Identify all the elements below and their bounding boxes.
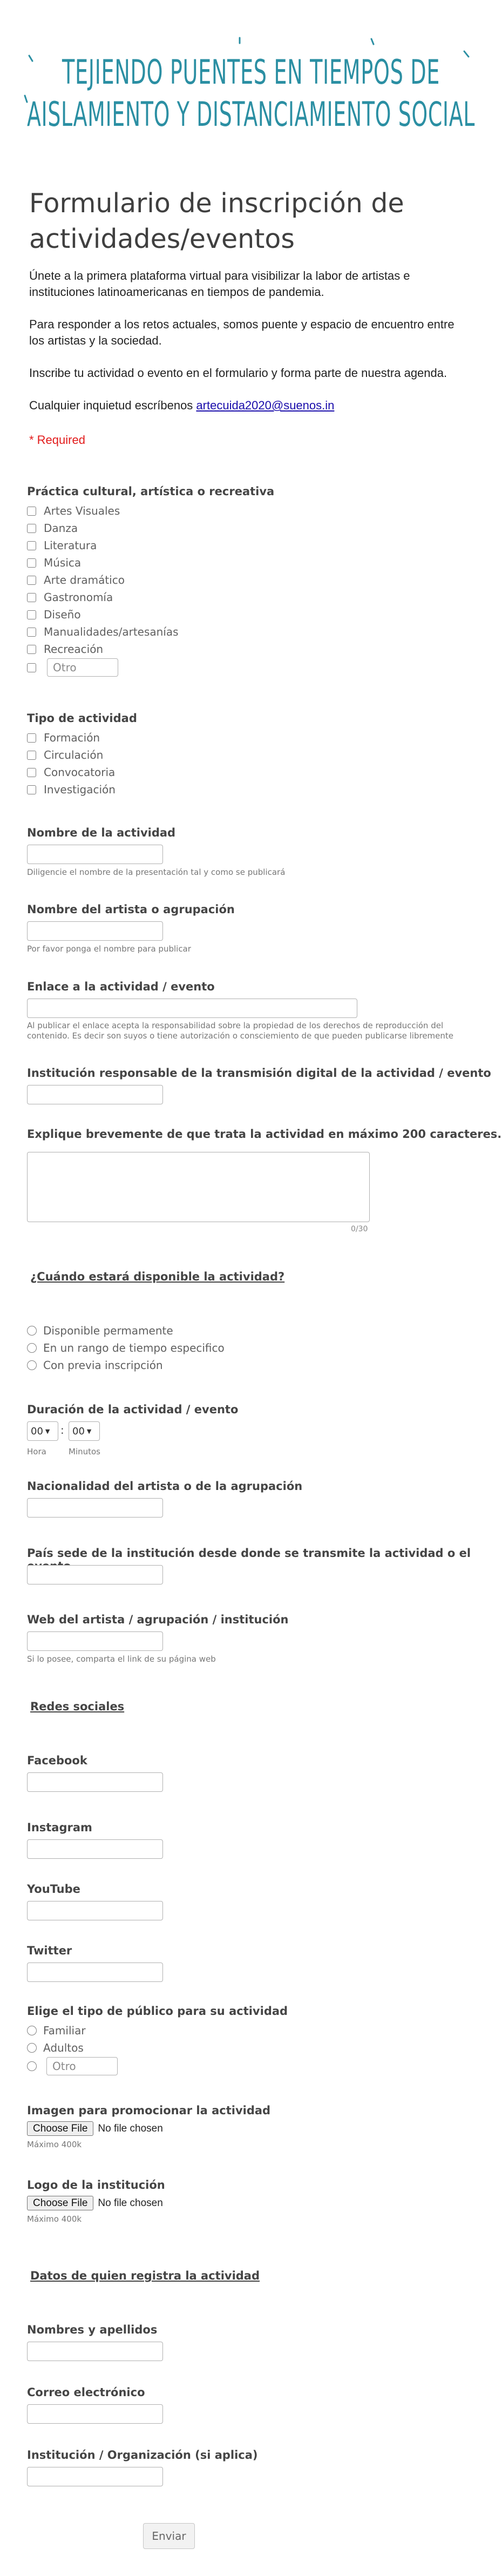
question-nacionalidad: Nacionalidad del artista o de la agrupación <box>27 1480 303 1493</box>
radio-button[interactable] <box>27 1326 37 1336</box>
radio-button[interactable] <box>27 1343 37 1353</box>
help-text: Máximo 400k <box>27 2214 82 2224</box>
question-pais-sede: País sede de la institución desde donde se transmite la actividad o el <box>27 1547 471 1560</box>
question-publico: Elige el tipo de público para su actividad <box>27 2005 288 2018</box>
checkbox[interactable] <box>27 768 36 777</box>
intro-paragraph: Únete a la primera plataforma virtual para visibilizar la labor de artistas e instituciones latinoamericanas en tiempos de pandemia. <box>29 269 410 299</box>
file-status: No file chosen <box>98 2197 163 2209</box>
checkbox-option[interactable] <box>27 624 179 639</box>
question-explique: Explique brevemente de que trata la actividad en máximo 200 caracteres. <box>27 1128 502 1141</box>
question-institucion: Institución / Organización (si aplica) <box>27 2449 258 2462</box>
radio-button[interactable] <box>27 2026 37 2035</box>
question-practica: Práctica cultural, artística o recreativa <box>27 485 275 498</box>
checkbox[interactable] <box>27 576 36 585</box>
option-label: Diseño <box>44 608 81 621</box>
chevron-down-icon: ▼ <box>45 1427 50 1435</box>
facebook-input[interactable] <box>27 1772 163 1792</box>
option-label: Adultos <box>43 2041 84 2054</box>
checkbox-option[interactable] <box>27 765 115 780</box>
form-title: Formulario de inscripción de actividades/eventos <box>29 188 404 254</box>
radio-option[interactable] <box>27 2023 86 2038</box>
logo-file-input[interactable] <box>27 2196 163 2210</box>
option-label: Gastronomía <box>44 591 113 604</box>
minutes-label: Minutos <box>69 1447 100 1456</box>
radio-button[interactable] <box>27 2043 37 2053</box>
option-label: Artes Visuales <box>44 504 120 517</box>
question-correo: Correo electrónico <box>27 2386 145 2399</box>
option-label: Con previa inscripción <box>43 1359 163 1372</box>
checkbox-option-other[interactable] <box>27 660 118 675</box>
twitter-input[interactable] <box>27 1963 163 1982</box>
pais-sede-input[interactable] <box>27 1565 163 1584</box>
option-label: Arte dramático <box>44 574 125 586</box>
help-line: contenido. Es decir son suyos o tiene autorización o consciemiento de que pueden publicarse libremente <box>27 1031 454 1041</box>
option-label: Investigación <box>44 783 116 796</box>
help-text <box>27 1021 453 1041</box>
question-youtube: YouTube <box>27 1883 80 1896</box>
choose-file-button[interactable]: Choose File <box>27 2121 93 2136</box>
select-value: 00 <box>31 1425 43 1437</box>
youtube-input[interactable] <box>27 1901 163 1920</box>
option-label: Música <box>44 556 82 569</box>
banner-graphic <box>22 30 480 154</box>
time-separator: : <box>60 1424 64 1437</box>
character-counter: 0/30 <box>351 1225 368 1233</box>
nombre-actividad-input[interactable] <box>27 845 163 864</box>
checkbox[interactable] <box>27 507 36 516</box>
option-label: Manualidades/artesanías <box>44 625 179 638</box>
banner-line-1: TEJIENDO PUENTES EN TIEMPOS DE <box>62 52 440 92</box>
radio-option-other[interactable] <box>27 2059 118 2074</box>
checkbox-option[interactable] <box>27 607 81 622</box>
question-enlace: Enlace a la actividad / evento <box>27 980 215 993</box>
checkbox[interactable] <box>27 524 36 533</box>
web-input[interactable] <box>27 1631 163 1651</box>
option-label: Literatura <box>44 539 97 552</box>
section-redes-sociales: Redes sociales <box>30 1700 125 1713</box>
checkbox-option[interactable] <box>27 521 78 536</box>
checkbox[interactable] <box>27 610 36 619</box>
nombres-input[interactable] <box>27 2342 163 2361</box>
checkbox[interactable] <box>27 733 36 743</box>
help-text: Por favor ponga el nombre para publicar <box>27 944 191 954</box>
checkbox[interactable] <box>27 663 36 672</box>
nacionalidad-input[interactable] <box>27 1498 163 1518</box>
imagen-file-input[interactable] <box>27 2121 163 2136</box>
checkbox-option[interactable] <box>27 730 100 745</box>
question-instagram: Instagram <box>27 1821 92 1834</box>
checkbox-option[interactable] <box>27 642 103 657</box>
minutes-select[interactable] <box>69 1421 100 1441</box>
checkbox[interactable] <box>27 785 36 794</box>
question-nombre-artista: Nombre del artista o agrupación <box>27 903 235 916</box>
radio-option[interactable] <box>27 2040 84 2055</box>
radio-button[interactable] <box>27 1360 37 1370</box>
question-nombre-actividad: Nombre de la actividad <box>27 826 176 839</box>
institucion-input[interactable] <box>27 2467 163 2486</box>
help-text: Si lo posee, comparta el link de su página web <box>27 1654 216 1664</box>
institucion-transmision-input[interactable] <box>27 1085 163 1104</box>
checkbox-option[interactable] <box>27 555 81 570</box>
question-web: Web del artista / agrupación / institución <box>27 1613 289 1626</box>
hours-select[interactable] <box>27 1421 58 1441</box>
file-status: No file chosen <box>98 2122 163 2134</box>
checkbox-option[interactable] <box>27 590 113 605</box>
option-label: Danza <box>44 522 78 535</box>
question-institucion-transmision: Institución responsable de la transmisión digital de la actividad / evento <box>27 1067 491 1080</box>
other-input[interactable]: Otro <box>46 2057 118 2075</box>
help-line: Al publicar el enlace acepta la responsabilidad sobre la propiedad de los derechos de reproducción del <box>27 1021 444 1030</box>
banner-line-2: AISLAMIENTO Y DISTANCIAMIENTO SOCIAL <box>27 95 475 134</box>
checkbox[interactable] <box>27 751 36 760</box>
required-note: * Required <box>29 433 85 447</box>
question-duracion: Duración de la actividad / evento <box>27 1403 239 1416</box>
section-datos-registro: Datos de quien registra la actividad <box>30 2269 260 2282</box>
checkbox-option[interactable] <box>27 572 125 588</box>
choose-file-button[interactable]: Choose File <box>27 2196 93 2210</box>
nombre-artista-input[interactable] <box>27 921 163 941</box>
correo-input[interactable] <box>27 2404 163 2424</box>
radio-button[interactable] <box>27 2061 37 2071</box>
option-label: Familiar <box>43 2024 86 2037</box>
radio-option[interactable] <box>27 1323 173 1338</box>
checkbox[interactable] <box>27 645 36 654</box>
header-banner <box>22 30 480 154</box>
hours-label: Hora <box>27 1447 46 1456</box>
submit-button[interactable]: Enviar <box>143 2523 195 2549</box>
question-twitter: Twitter <box>27 1944 72 1957</box>
explique-textarea[interactable] <box>27 1152 370 1222</box>
help-text: Máximo 400k <box>27 2140 82 2149</box>
intro-paragraph: Para responder a los retos actuales, somos puente y espacio de encuentro entre los artistas y la sociedad. <box>29 318 454 347</box>
question-imagen: Imagen para promocionar la actividad <box>27 2104 271 2117</box>
checkbox[interactable] <box>27 541 36 550</box>
option-label: Recreación <box>44 643 104 656</box>
checkbox-option[interactable] <box>27 503 120 518</box>
chevron-down-icon: ▼ <box>86 1427 92 1435</box>
radio-option[interactable] <box>27 1358 163 1373</box>
radio-option[interactable] <box>27 1340 225 1356</box>
question-tipo: Tipo de actividad <box>27 712 137 725</box>
checkbox-option[interactable] <box>27 782 116 797</box>
checkbox-option[interactable] <box>27 538 97 553</box>
question-disponible: ¿Cuándo estará disponible la actividad? <box>30 1270 285 1283</box>
intro-contact <box>29 397 472 414</box>
option-label: Circulación <box>44 748 104 761</box>
intro-paragraph: Inscribe tu actividad o evento en el formulario y forma parte de nuestra agenda. <box>29 366 447 380</box>
question-facebook: Facebook <box>27 1754 87 1767</box>
checkbox[interactable] <box>27 628 36 637</box>
instagram-input[interactable] <box>27 1839 163 1859</box>
question-nombres: Nombres y apellidos <box>27 2323 158 2336</box>
enlace-input[interactable] <box>27 999 357 1018</box>
other-input[interactable]: Otro <box>47 658 118 677</box>
select-value: 00 <box>72 1425 85 1437</box>
contact-email-link[interactable]: artecuida2020@suenos.in <box>196 399 335 412</box>
question-logo: Logo de la institución <box>27 2179 165 2191</box>
option-label: Disponible permamente <box>43 1324 173 1337</box>
form-description <box>29 268 472 430</box>
option-label: Formación <box>44 731 100 744</box>
option-label: En un rango de tiempo especifico <box>43 1341 225 1354</box>
help-text: Diligencie el nombre de la presentación tal y como se publicará <box>27 867 286 877</box>
option-label: Convocatoria <box>44 766 116 779</box>
checkbox[interactable] <box>27 593 36 602</box>
checkbox[interactable] <box>27 558 36 568</box>
checkbox-option[interactable] <box>27 747 103 763</box>
contact-text: Cualquier inquietud escríbenos <box>29 399 196 412</box>
